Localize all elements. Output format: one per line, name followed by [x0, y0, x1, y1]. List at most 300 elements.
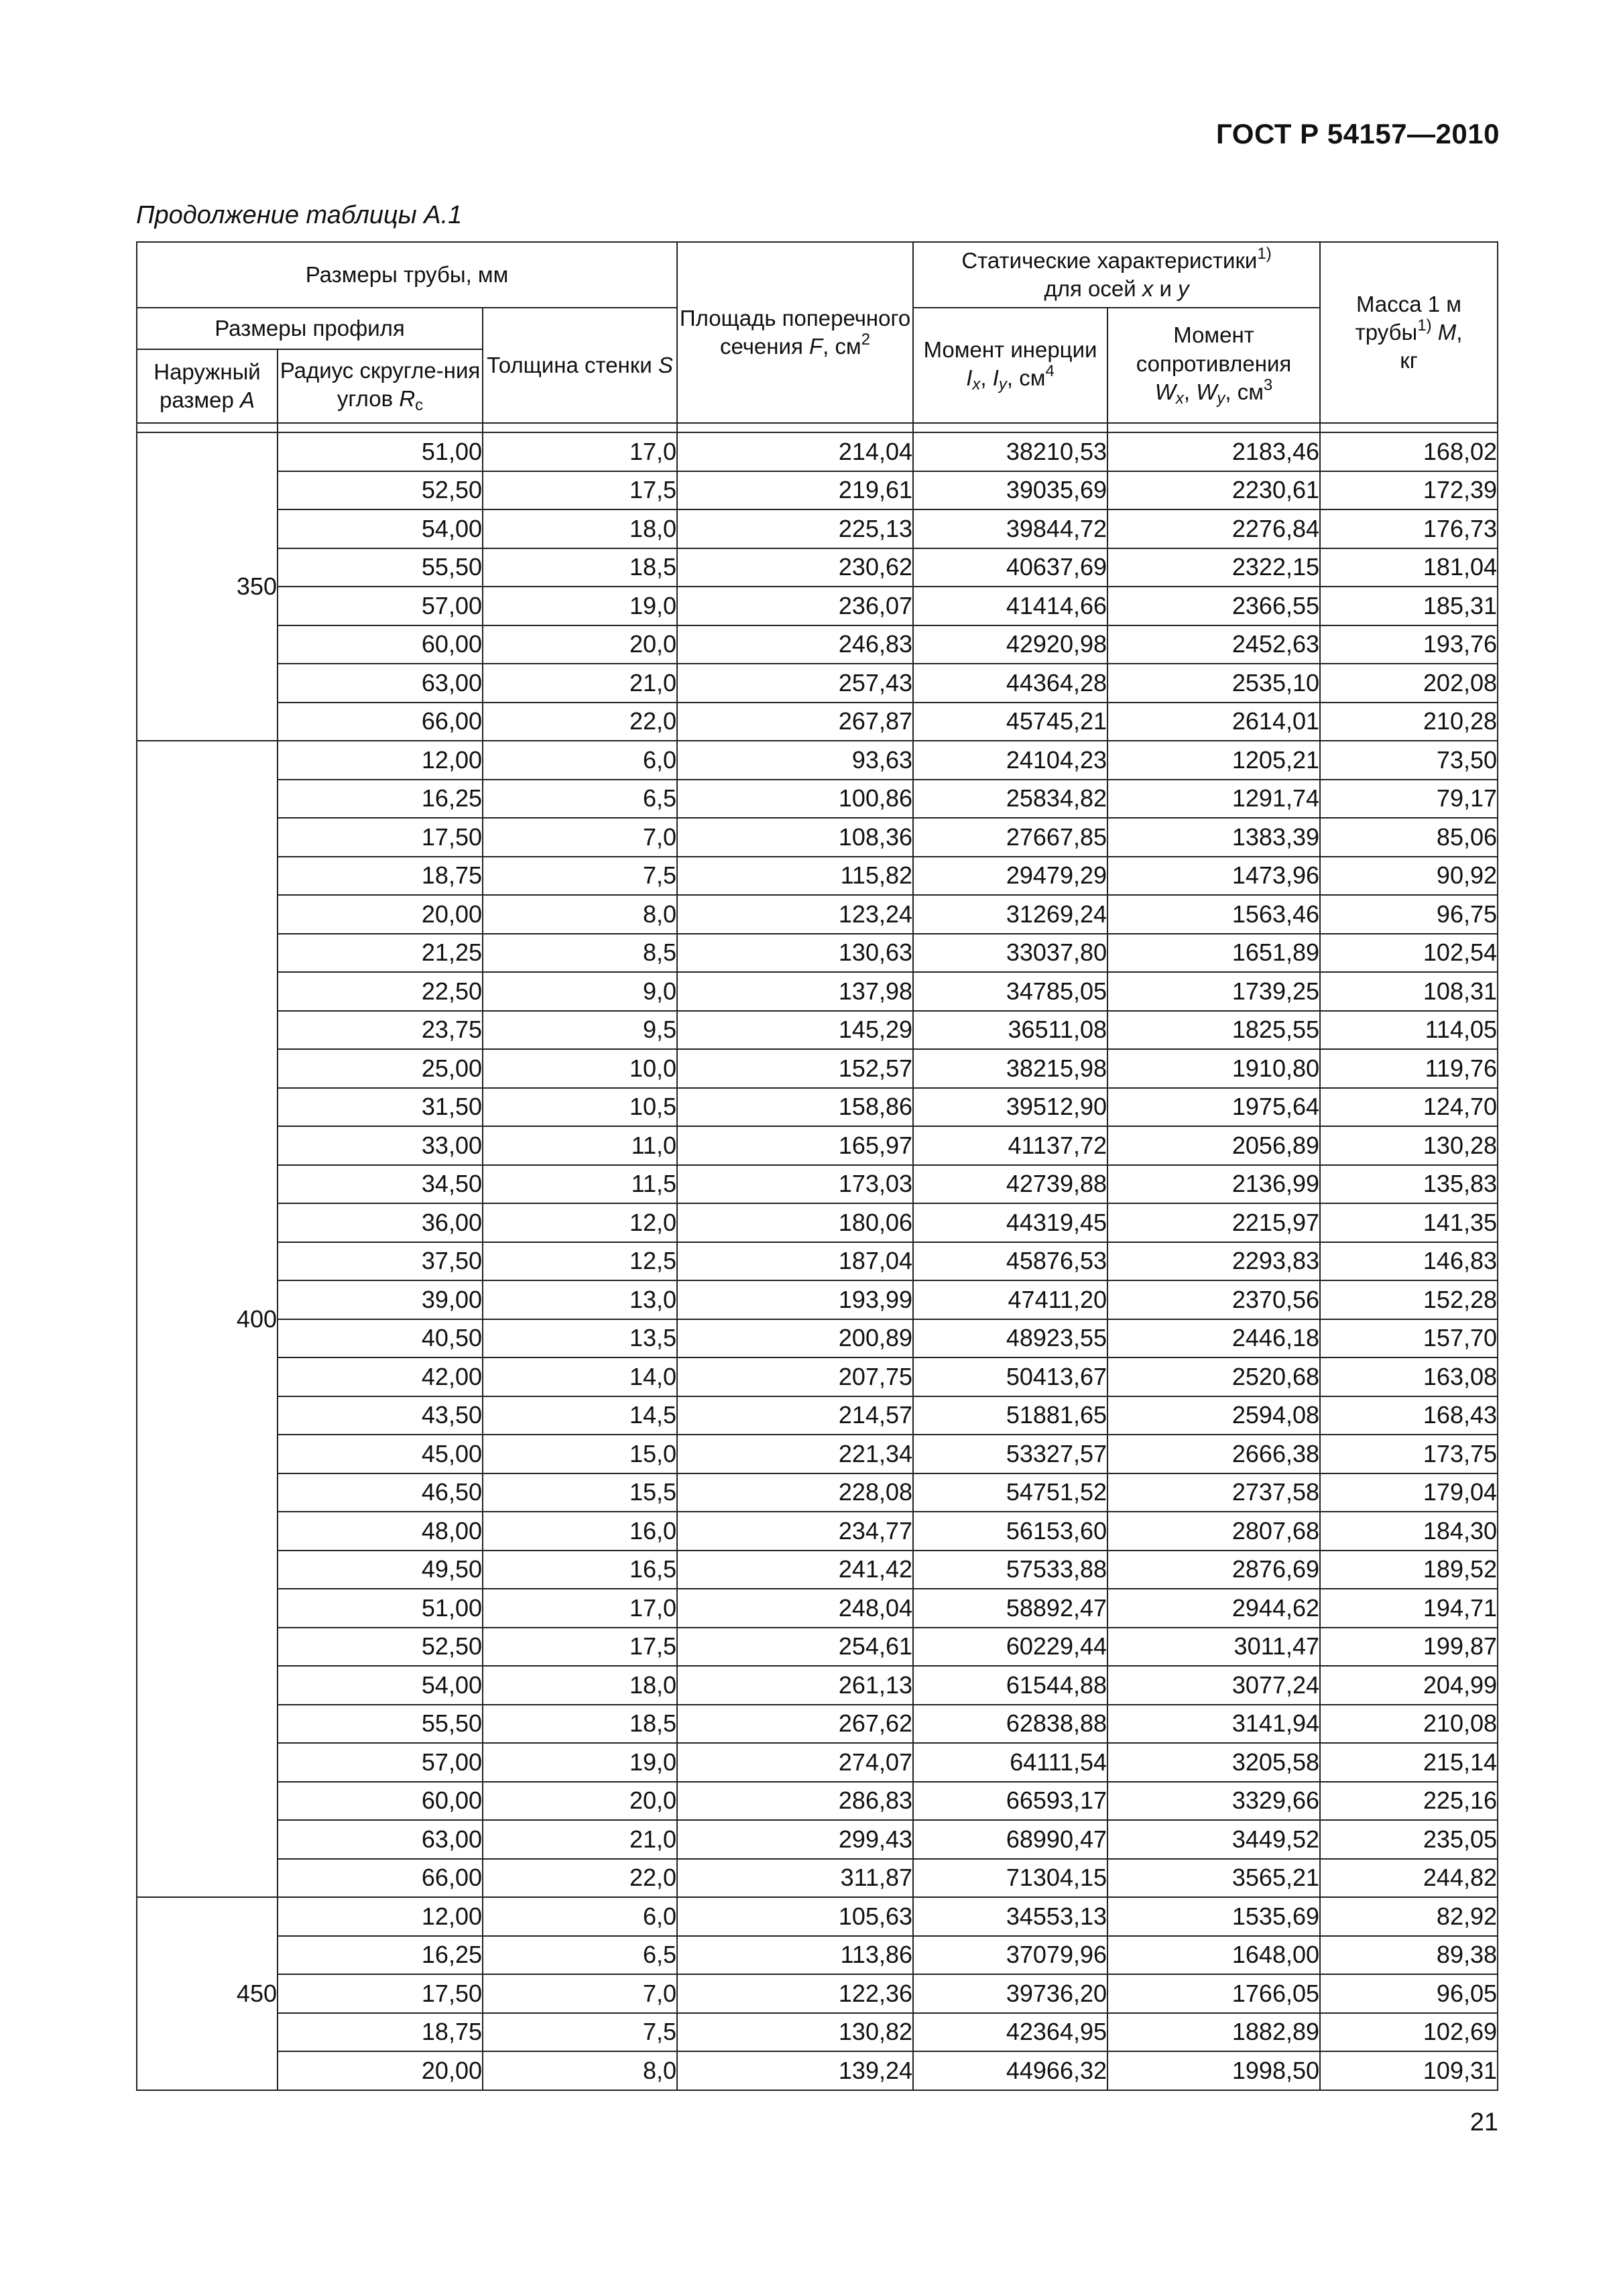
area-cell: 108,36 — [677, 818, 913, 857]
corner-radius-cell: 57,00 — [278, 587, 483, 625]
inertia-cell: 51881,65 — [913, 1396, 1107, 1435]
section-modulus-cell: 2535,10 — [1107, 664, 1320, 703]
mass-cell: 146,83 — [1320, 1242, 1498, 1281]
table-row — [137, 1011, 1498, 1050]
section-modulus-cell: 2876,69 — [1107, 1551, 1320, 1589]
wall-thickness-cell: 13,0 — [483, 1280, 677, 1319]
table-row — [137, 1666, 1498, 1705]
area-cell: 137,98 — [677, 972, 913, 1011]
wall-thickness-cell: 19,0 — [483, 1743, 677, 1782]
inertia-cell: 42739,88 — [913, 1165, 1107, 1204]
corner-radius-cell: 12,00 — [278, 741, 483, 780]
corner-radius-cell: 33,00 — [278, 1126, 483, 1165]
wall-thickness-cell: 7,0 — [483, 818, 677, 857]
separator-cell — [1320, 423, 1498, 432]
table-row — [137, 895, 1498, 934]
section-modulus-cell: 1975,64 — [1107, 1088, 1320, 1127]
section-modulus-cell: 2056,89 — [1107, 1126, 1320, 1165]
section-modulus-cell: 1825,55 — [1107, 1011, 1320, 1050]
pipe-properties-table — [136, 241, 1498, 2091]
area-cell: 180,06 — [677, 1203, 913, 1242]
area-cell: 241,42 — [677, 1551, 913, 1589]
section-modulus-cell: 2276,84 — [1107, 509, 1320, 548]
table-row — [137, 2051, 1498, 2090]
wall-thickness-cell: 14,0 — [483, 1357, 677, 1396]
table-row — [137, 1974, 1498, 2013]
section-modulus-cell: 1766,05 — [1107, 1974, 1320, 2013]
separator-cell — [1107, 423, 1320, 432]
section-modulus-cell: 2614,01 — [1107, 703, 1320, 741]
wall-thickness-cell: 6,0 — [483, 741, 677, 780]
table-row — [137, 625, 1498, 664]
mass-cell: 85,06 — [1320, 818, 1498, 857]
wall-thickness-cell: 14,5 — [483, 1396, 677, 1435]
area-cell: 200,89 — [677, 1319, 913, 1358]
corner-radius-cell: 60,00 — [278, 625, 483, 664]
corner-radius-cell: 54,00 — [278, 1666, 483, 1705]
table-row — [137, 1242, 1498, 1281]
area-cell: 113,86 — [677, 1936, 913, 1975]
section-modulus-cell: 2366,55 — [1107, 587, 1320, 625]
corner-radius-cell: 43,50 — [278, 1396, 483, 1435]
area-cell: 246,83 — [677, 625, 913, 664]
area-cell: 254,61 — [677, 1628, 913, 1667]
section-modulus-cell: 2594,08 — [1107, 1396, 1320, 1435]
table-row — [137, 1512, 1498, 1551]
mass-cell: 96,75 — [1320, 895, 1498, 934]
mass-cell: 189,52 — [1320, 1551, 1498, 1589]
mass-cell: 194,71 — [1320, 1589, 1498, 1628]
wall-thickness-cell: 13,5 — [483, 1319, 677, 1358]
area-cell: 165,97 — [677, 1126, 913, 1165]
table-row — [137, 1280, 1498, 1319]
table-row — [137, 664, 1498, 703]
table-row — [137, 818, 1498, 857]
wall-thickness-cell: 9,0 — [483, 972, 677, 1011]
corner-radius-cell: 57,00 — [278, 1743, 483, 1782]
mass-cell: 108,31 — [1320, 972, 1498, 1011]
inertia-cell: 61544,88 — [913, 1666, 1107, 1705]
mass-cell: 204,99 — [1320, 1666, 1498, 1705]
inertia-cell: 37079,96 — [913, 1936, 1107, 1975]
mass-cell: 193,76 — [1320, 625, 1498, 664]
section-modulus-cell: 2183,46 — [1107, 432, 1320, 471]
section-modulus-cell: 3077,24 — [1107, 1666, 1320, 1705]
area-cell: 93,63 — [677, 741, 913, 780]
area-cell: 214,04 — [677, 432, 913, 471]
inertia-cell: 44319,45 — [913, 1203, 1107, 1242]
table-row — [137, 1203, 1498, 1242]
separator-cell — [913, 423, 1107, 432]
corner-radius-cell: 34,50 — [278, 1165, 483, 1204]
inertia-cell: 41137,72 — [913, 1126, 1107, 1165]
inertia-cell: 39512,90 — [913, 1088, 1107, 1127]
area-cell: 130,82 — [677, 2013, 913, 2052]
wall-thickness-cell: 16,0 — [483, 1512, 677, 1551]
section-modulus-cell: 3205,58 — [1107, 1743, 1320, 1782]
area-cell: 152,57 — [677, 1049, 913, 1088]
area-cell: 158,86 — [677, 1088, 913, 1127]
corner-radius-cell: 55,50 — [278, 548, 483, 587]
wall-thickness-cell: 21,0 — [483, 664, 677, 703]
corner-radius-cell: 63,00 — [278, 1820, 483, 1859]
area-cell: 214,57 — [677, 1396, 913, 1435]
table-row — [137, 1936, 1498, 1975]
corner-radius-cell: 20,00 — [278, 2051, 483, 2090]
section-modulus-cell: 2370,56 — [1107, 1280, 1320, 1319]
area-cell: 123,24 — [677, 895, 913, 934]
inertia-cell: 62838,88 — [913, 1705, 1107, 1744]
wall-thickness-cell: 10,5 — [483, 1088, 677, 1127]
inertia-cell: 38215,98 — [913, 1049, 1107, 1088]
mass-cell: 210,28 — [1320, 703, 1498, 741]
corner-radius-cell: 52,50 — [278, 1628, 483, 1667]
mass-cell: 73,50 — [1320, 741, 1498, 780]
separator-cell — [677, 423, 913, 432]
header-static-characteristics: Статические характеристики$^{1)}$ для осей x и y — [913, 242, 1320, 308]
inertia-cell: 58892,47 — [913, 1589, 1107, 1628]
outer-size-cell: 350 — [137, 432, 278, 741]
area-cell: 130,63 — [677, 934, 913, 973]
wall-thickness-cell: 8,0 — [483, 2051, 677, 2090]
table-row — [137, 741, 1498, 780]
inertia-cell: 54751,52 — [913, 1473, 1107, 1512]
corner-radius-cell: 60,00 — [278, 1782, 483, 1821]
section-modulus-cell: 1648,00 — [1107, 1936, 1320, 1975]
section-modulus-cell: 1739,25 — [1107, 972, 1320, 1011]
area-cell: 207,75 — [677, 1357, 913, 1396]
table-row — [137, 1743, 1498, 1782]
wall-thickness-cell: 6,0 — [483, 1897, 677, 1936]
wall-thickness-cell: 22,0 — [483, 703, 677, 741]
outer-size-cell: 450 — [137, 1897, 278, 2090]
section-modulus-cell: 3329,66 — [1107, 1782, 1320, 1821]
corner-radius-cell: 46,50 — [278, 1473, 483, 1512]
table-row — [137, 857, 1498, 896]
table-row — [137, 1126, 1498, 1165]
wall-thickness-cell: 9,5 — [483, 1011, 677, 1050]
mass-cell: 96,05 — [1320, 1974, 1498, 2013]
area-cell: 274,07 — [677, 1743, 913, 1782]
area-cell: 286,83 — [677, 1782, 913, 1821]
separator-cell — [278, 423, 483, 432]
section-modulus-cell: 2230,61 — [1107, 471, 1320, 510]
area-cell: 219,61 — [677, 471, 913, 510]
corner-radius-cell: 66,00 — [278, 703, 483, 741]
wall-thickness-cell: 10,0 — [483, 1049, 677, 1088]
corner-radius-cell: 20,00 — [278, 895, 483, 934]
corner-radius-cell: 23,75 — [278, 1011, 483, 1050]
area-cell: 299,43 — [677, 1820, 913, 1859]
table-row — [137, 2013, 1498, 2052]
mass-cell: 152,28 — [1320, 1280, 1498, 1319]
mass-cell: 172,39 — [1320, 471, 1498, 510]
wall-thickness-cell: 17,0 — [483, 1589, 677, 1628]
wall-thickness-cell: 15,5 — [483, 1473, 677, 1512]
section-modulus-cell: 1563,46 — [1107, 895, 1320, 934]
wall-thickness-cell: 12,0 — [483, 1203, 677, 1242]
header-outer-size: Наружный размер A — [137, 349, 278, 423]
inertia-cell: 60229,44 — [913, 1628, 1107, 1667]
corner-radius-cell: 42,00 — [278, 1357, 483, 1396]
area-cell: 221,34 — [677, 1435, 913, 1473]
inertia-cell: 57533,88 — [913, 1551, 1107, 1589]
mass-cell: 244,82 — [1320, 1859, 1498, 1898]
corner-radius-cell: 39,00 — [278, 1280, 483, 1319]
mass-cell: 124,70 — [1320, 1088, 1498, 1127]
area-cell: 115,82 — [677, 857, 913, 896]
wall-thickness-cell: 21,0 — [483, 1820, 677, 1859]
inertia-cell: 31269,24 — [913, 895, 1107, 934]
area-cell: 105,63 — [677, 1897, 913, 1936]
inertia-cell: 42364,95 — [913, 2013, 1107, 2052]
mass-cell: 90,92 — [1320, 857, 1498, 896]
section-modulus-cell: 3449,52 — [1107, 1820, 1320, 1859]
area-cell: 225,13 — [677, 509, 913, 548]
mass-cell: 109,31 — [1320, 2051, 1498, 2090]
corner-radius-cell: 63,00 — [278, 664, 483, 703]
table-row — [137, 1049, 1498, 1088]
section-modulus-cell: 1998,50 — [1107, 2051, 1320, 2090]
inertia-cell: 39844,72 — [913, 509, 1107, 548]
corner-radius-cell: 55,50 — [278, 1705, 483, 1744]
inertia-cell: 24104,23 — [913, 741, 1107, 780]
mass-cell: 168,43 — [1320, 1396, 1498, 1435]
mass-cell: 130,28 — [1320, 1126, 1498, 1165]
area-cell: 193,99 — [677, 1280, 913, 1319]
wall-thickness-cell: 12,5 — [483, 1242, 677, 1281]
section-modulus-cell: 2452,63 — [1107, 625, 1320, 664]
inertia-cell: 34553,13 — [913, 1897, 1107, 1936]
section-modulus-cell: 1651,89 — [1107, 934, 1320, 973]
section-modulus-cell: 2136,99 — [1107, 1165, 1320, 1204]
section-modulus-cell: 2215,97 — [1107, 1203, 1320, 1242]
table-row — [137, 1705, 1498, 1744]
corner-radius-cell: 17,50 — [278, 818, 483, 857]
mass-cell: 184,30 — [1320, 1512, 1498, 1551]
corner-radius-cell: 17,50 — [278, 1974, 483, 2013]
wall-thickness-cell: 22,0 — [483, 1859, 677, 1898]
mass-cell: 102,69 — [1320, 2013, 1498, 2052]
separator-cell — [137, 423, 278, 432]
mass-cell: 163,08 — [1320, 1357, 1498, 1396]
header-section-modulus: Момент сопротивления $W_x$, $W_y$, $см^3$ — [1107, 308, 1320, 423]
inertia-cell: 34785,05 — [913, 972, 1107, 1011]
table-row — [137, 1820, 1498, 1859]
section-modulus-cell: 2322,15 — [1107, 548, 1320, 587]
corner-radius-cell: 54,00 — [278, 509, 483, 548]
area-cell: 230,62 — [677, 548, 913, 587]
mass-cell: 102,54 — [1320, 934, 1498, 973]
inertia-cell: 68990,47 — [913, 1820, 1107, 1859]
header-wall-thickness: Толщина стенки S — [483, 308, 677, 423]
wall-thickness-cell: 15,0 — [483, 1435, 677, 1473]
table-row — [137, 934, 1498, 973]
section-modulus-cell: 1910,80 — [1107, 1049, 1320, 1088]
area-cell: 248,04 — [677, 1589, 913, 1628]
mass-cell: 215,14 — [1320, 1743, 1498, 1782]
inertia-cell: 66593,17 — [913, 1782, 1107, 1821]
table-row — [137, 1897, 1498, 1936]
table-row — [137, 1551, 1498, 1589]
area-cell: 173,03 — [677, 1165, 913, 1204]
wall-thickness-cell: 18,0 — [483, 1666, 677, 1705]
mass-cell: 89,38 — [1320, 1936, 1498, 1975]
header-profile-sizes: Размеры профиля — [137, 308, 483, 349]
section-modulus-cell: 1383,39 — [1107, 818, 1320, 857]
mass-cell: 199,87 — [1320, 1628, 1498, 1667]
section-modulus-cell: 3565,21 — [1107, 1859, 1320, 1898]
table-row — [137, 509, 1498, 548]
wall-thickness-cell: 6,5 — [483, 1936, 677, 1975]
inertia-cell: 38210,53 — [913, 432, 1107, 471]
header-pipe-sizes: Размеры трубы, мм — [137, 242, 677, 308]
wall-thickness-cell: 20,0 — [483, 1782, 677, 1821]
table-row — [137, 1319, 1498, 1358]
corner-radius-cell: 25,00 — [278, 1049, 483, 1088]
section-modulus-cell: 1535,69 — [1107, 1897, 1320, 1936]
inertia-cell: 39035,69 — [913, 471, 1107, 510]
inertia-cell: 29479,29 — [913, 857, 1107, 896]
header-area: Площадь поперечного сечения F, $см^2$ — [677, 242, 913, 423]
section-modulus-cell: 3141,94 — [1107, 1705, 1320, 1744]
inertia-cell: 42920,98 — [913, 625, 1107, 664]
header-corner-radius: Радиус скругле-ния углов $R_c$ — [278, 349, 483, 423]
section-modulus-cell: 2737,58 — [1107, 1473, 1320, 1512]
corner-radius-cell: 18,75 — [278, 2013, 483, 2052]
inertia-cell: 48923,55 — [913, 1319, 1107, 1358]
wall-thickness-cell: 18,5 — [483, 548, 677, 587]
corner-radius-cell: 51,00 — [278, 1589, 483, 1628]
outer-size-cell: 400 — [137, 741, 278, 1897]
table-row — [137, 1782, 1498, 1821]
corner-radius-cell: 12,00 — [278, 1897, 483, 1936]
table-row — [137, 548, 1498, 587]
area-cell: 100,86 — [677, 780, 913, 819]
separator-cell — [483, 423, 677, 432]
table-row — [137, 432, 1498, 471]
mass-cell: 185,31 — [1320, 587, 1498, 625]
table-row — [137, 1357, 1498, 1396]
section-modulus-cell: 2446,18 — [1107, 1319, 1320, 1358]
header-moment-of-inertia: Момент инерции $I_x$, $I_y$, $см^4$ — [913, 308, 1107, 423]
inertia-cell: 27667,85 — [913, 818, 1107, 857]
area-cell: 122,36 — [677, 1974, 913, 2013]
area-cell: 145,29 — [677, 1011, 913, 1050]
section-modulus-cell: 2944,62 — [1107, 1589, 1320, 1628]
area-cell: 257,43 — [677, 664, 913, 703]
table-row — [137, 1165, 1498, 1204]
inertia-cell: 44364,28 — [913, 664, 1107, 703]
corner-radius-cell: 22,50 — [278, 972, 483, 1011]
wall-thickness-cell: 17,5 — [483, 1628, 677, 1667]
inertia-cell: 33037,80 — [913, 934, 1107, 973]
section-modulus-cell: 2520,68 — [1107, 1357, 1320, 1396]
section-modulus-cell: 1473,96 — [1107, 857, 1320, 896]
header-mass: Масса 1 м трубы$^{1)}$ M, кг — [1320, 242, 1498, 423]
mass-cell: 168,02 — [1320, 432, 1498, 471]
corner-radius-cell: 49,50 — [278, 1551, 483, 1589]
wall-thickness-cell: 8,0 — [483, 895, 677, 934]
table-row — [137, 471, 1498, 510]
area-cell: 267,87 — [677, 703, 913, 741]
table-row — [137, 1473, 1498, 1512]
area-cell: 261,13 — [677, 1666, 913, 1705]
table-row — [137, 780, 1498, 819]
mass-cell: 114,05 — [1320, 1011, 1498, 1050]
inertia-cell: 45745,21 — [913, 703, 1107, 741]
mass-cell: 173,75 — [1320, 1435, 1498, 1473]
page-number: 21 — [1469, 2108, 1498, 2136]
mass-cell: 119,76 — [1320, 1049, 1498, 1088]
corner-radius-cell: 66,00 — [278, 1859, 483, 1898]
area-cell: 267,62 — [677, 1705, 913, 1744]
corner-radius-cell: 37,50 — [278, 1242, 483, 1281]
mass-cell: 157,70 — [1320, 1319, 1498, 1358]
wall-thickness-cell: 11,0 — [483, 1126, 677, 1165]
area-cell: 228,08 — [677, 1473, 913, 1512]
wall-thickness-cell: 11,5 — [483, 1165, 677, 1204]
table-row — [137, 1859, 1498, 1898]
wall-thickness-cell: 7,5 — [483, 2013, 677, 2052]
table-row — [137, 1396, 1498, 1435]
corner-radius-cell: 16,25 — [278, 1936, 483, 1975]
area-cell: 236,07 — [677, 587, 913, 625]
area-cell: 234,77 — [677, 1512, 913, 1551]
wall-thickness-cell: 6,5 — [483, 780, 677, 819]
inertia-cell: 56153,60 — [913, 1512, 1107, 1551]
corner-radius-cell: 18,75 — [278, 857, 483, 896]
corner-radius-cell: 31,50 — [278, 1088, 483, 1127]
corner-radius-cell: 36,00 — [278, 1203, 483, 1242]
section-modulus-cell: 2293,83 — [1107, 1242, 1320, 1281]
wall-thickness-cell: 8,5 — [483, 934, 677, 973]
inertia-cell: 64111,54 — [913, 1743, 1107, 1782]
inertia-cell: 71304,15 — [913, 1859, 1107, 1898]
wall-thickness-cell: 17,5 — [483, 471, 677, 510]
inertia-cell: 50413,67 — [913, 1357, 1107, 1396]
inertia-cell: 40637,69 — [913, 548, 1107, 587]
area-cell: 139,24 — [677, 2051, 913, 2090]
inertia-cell: 39736,20 — [913, 1974, 1107, 2013]
mass-cell: 176,73 — [1320, 509, 1498, 548]
section-modulus-cell: 1205,21 — [1107, 741, 1320, 780]
inertia-cell: 25834,82 — [913, 780, 1107, 819]
section-modulus-cell: 3011,47 — [1107, 1628, 1320, 1667]
area-cell: 311,87 — [677, 1859, 913, 1898]
wall-thickness-cell: 18,5 — [483, 1705, 677, 1744]
mass-cell: 181,04 — [1320, 548, 1498, 587]
section-modulus-cell: 2666,38 — [1107, 1435, 1320, 1473]
wall-thickness-cell: 16,5 — [483, 1551, 677, 1589]
inertia-cell: 44966,32 — [913, 2051, 1107, 2090]
area-cell: 187,04 — [677, 1242, 913, 1281]
wall-thickness-cell: 19,0 — [483, 587, 677, 625]
section-modulus-cell: 1882,89 — [1107, 2013, 1320, 2052]
mass-cell: 179,04 — [1320, 1473, 1498, 1512]
mass-cell: 141,35 — [1320, 1203, 1498, 1242]
table-row — [137, 1088, 1498, 1127]
inertia-cell: 47411,20 — [913, 1280, 1107, 1319]
corner-radius-cell: 52,50 — [278, 471, 483, 510]
table-row — [137, 703, 1498, 741]
mass-cell: 79,17 — [1320, 780, 1498, 819]
wall-thickness-cell: 7,5 — [483, 857, 677, 896]
section-modulus-cell: 2807,68 — [1107, 1512, 1320, 1551]
corner-radius-cell: 16,25 — [278, 780, 483, 819]
mass-cell: 225,16 — [1320, 1782, 1498, 1821]
corner-radius-cell: 21,25 — [278, 934, 483, 973]
